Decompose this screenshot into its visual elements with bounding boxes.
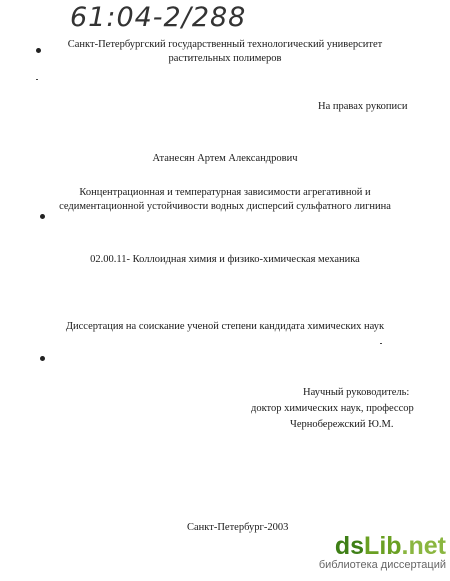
supervisor-name: Чернобережский Ю.М. — [290, 419, 394, 430]
handwritten-archive-code: 61:04-2/288 — [70, 2, 247, 33]
binding-hole-mark — [40, 356, 45, 361]
supervisor-degree: доктор химических наук, профессор — [251, 403, 414, 414]
dissertation-type: Диссертация на соискание ученой степени кандидата химических наук — [65, 321, 385, 332]
scan-speck — [380, 343, 382, 344]
author-name: Атанесян Артем Александрович — [152, 153, 298, 164]
city-year: Санкт-Петербург-2003 — [187, 522, 289, 533]
specialty-code: 02.00.11- Коллоидная химия и физико-химическая механика — [90, 254, 360, 265]
dslib-subtitle: библиотека диссертаций — [318, 559, 446, 571]
dissertation-title-line2: седиментационной устойчивости водных дисперсий сульфатного лигнина — [59, 201, 391, 212]
supervisor-label: Научный руководитель: — [303, 387, 410, 398]
dslib-logo: dsLib.net — [334, 532, 446, 560]
dslib-watermark — [296, 533, 446, 571]
university-name-line1: Санкт-Петербургский государственный технологический университет — [67, 39, 383, 50]
rights-note: На правах рукописи — [318, 101, 408, 112]
university-name-line2: растительных полимеров — [168, 53, 282, 64]
dissertation-title-line1: Концентрационная и температурная зависимости агрегативной и — [79, 187, 371, 198]
scan-speck — [36, 79, 38, 80]
binding-hole-mark — [40, 214, 45, 219]
